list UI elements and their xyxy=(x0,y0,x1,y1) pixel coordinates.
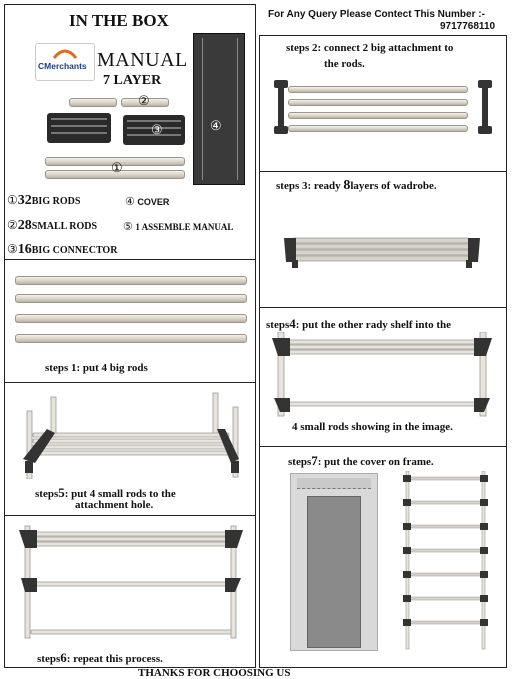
step-6-panel xyxy=(4,515,256,668)
rod xyxy=(15,314,247,323)
rod xyxy=(15,334,247,343)
step-5-text: steps5: put 4 small rods to the xyxy=(35,485,176,500)
connector-label: ③ xyxy=(151,122,163,137)
item-small-rods: ②28SMALL RODS xyxy=(7,218,98,233)
step-2-text: steps 2: connect 2 big attachment to xyxy=(286,42,454,54)
step-7-panel xyxy=(259,446,507,668)
rod xyxy=(15,294,247,303)
step-3-text: steps 3: ready 8layers of wadrobe. xyxy=(276,178,437,193)
footer-thanks: THANKS FOR CHOOSING US xyxy=(138,667,291,679)
rod xyxy=(15,276,247,285)
manual-subtitle: 7 LAYER xyxy=(103,73,162,88)
contact-line-1: For Any Query Please Contect This Number :- xyxy=(268,9,485,20)
manual-title: MANUAL xyxy=(97,49,188,71)
in-the-box-panel xyxy=(4,4,256,260)
contact-phone: 9717768110 xyxy=(440,21,496,32)
two-shelf-frame-icon xyxy=(268,332,498,418)
small-rod-item xyxy=(69,98,117,107)
step-3-panel xyxy=(259,171,507,308)
step-2-panel xyxy=(259,35,507,172)
brand-name: CMerchants xyxy=(38,61,87,71)
shelf-layer-icon xyxy=(282,232,482,272)
step-4-text: steps4: put the other rady shelf into the xyxy=(266,316,452,331)
cover-item xyxy=(193,33,245,185)
step-1-panel xyxy=(4,259,256,383)
three-shelf-frame-icon xyxy=(13,522,249,640)
brand-mark-icon xyxy=(36,44,94,62)
item-cover: ④ COVER xyxy=(125,196,170,208)
wardrobe-cover-image xyxy=(290,473,378,651)
step-2-text-cont: the rods. xyxy=(324,58,365,70)
item-manual: ⑤ 1 ASSEMBLE MANUAL xyxy=(123,221,234,233)
step-6-text: steps6: repeat this process. xyxy=(37,650,163,665)
connector-set-icon xyxy=(47,113,187,147)
big-rod-label: ① xyxy=(111,160,123,175)
step-7-text: steps7: put the cover on frame. xyxy=(288,453,434,468)
step-4-panel xyxy=(259,307,507,447)
step-1-text: steps 1: put 4 big rods xyxy=(45,362,148,374)
step-5-panel xyxy=(4,382,256,516)
attachment-icon xyxy=(268,76,498,136)
step-5-text-cont: attachment hole. xyxy=(75,499,154,511)
cover-label: ④ xyxy=(210,118,222,133)
box-title: IN THE BOX xyxy=(69,11,169,30)
step-4-text-cont: 4 small rods showing in the image. xyxy=(292,421,453,433)
brand-logo xyxy=(35,43,95,81)
item-big-connector: ③16BIG CONNECTOR xyxy=(7,242,118,257)
seven-layer-frame-icon xyxy=(398,471,494,651)
frame-with-rods-icon xyxy=(13,389,249,479)
item-big-rods: ①32BIG RODS xyxy=(7,193,81,208)
small-rod-label: ② xyxy=(138,93,150,108)
